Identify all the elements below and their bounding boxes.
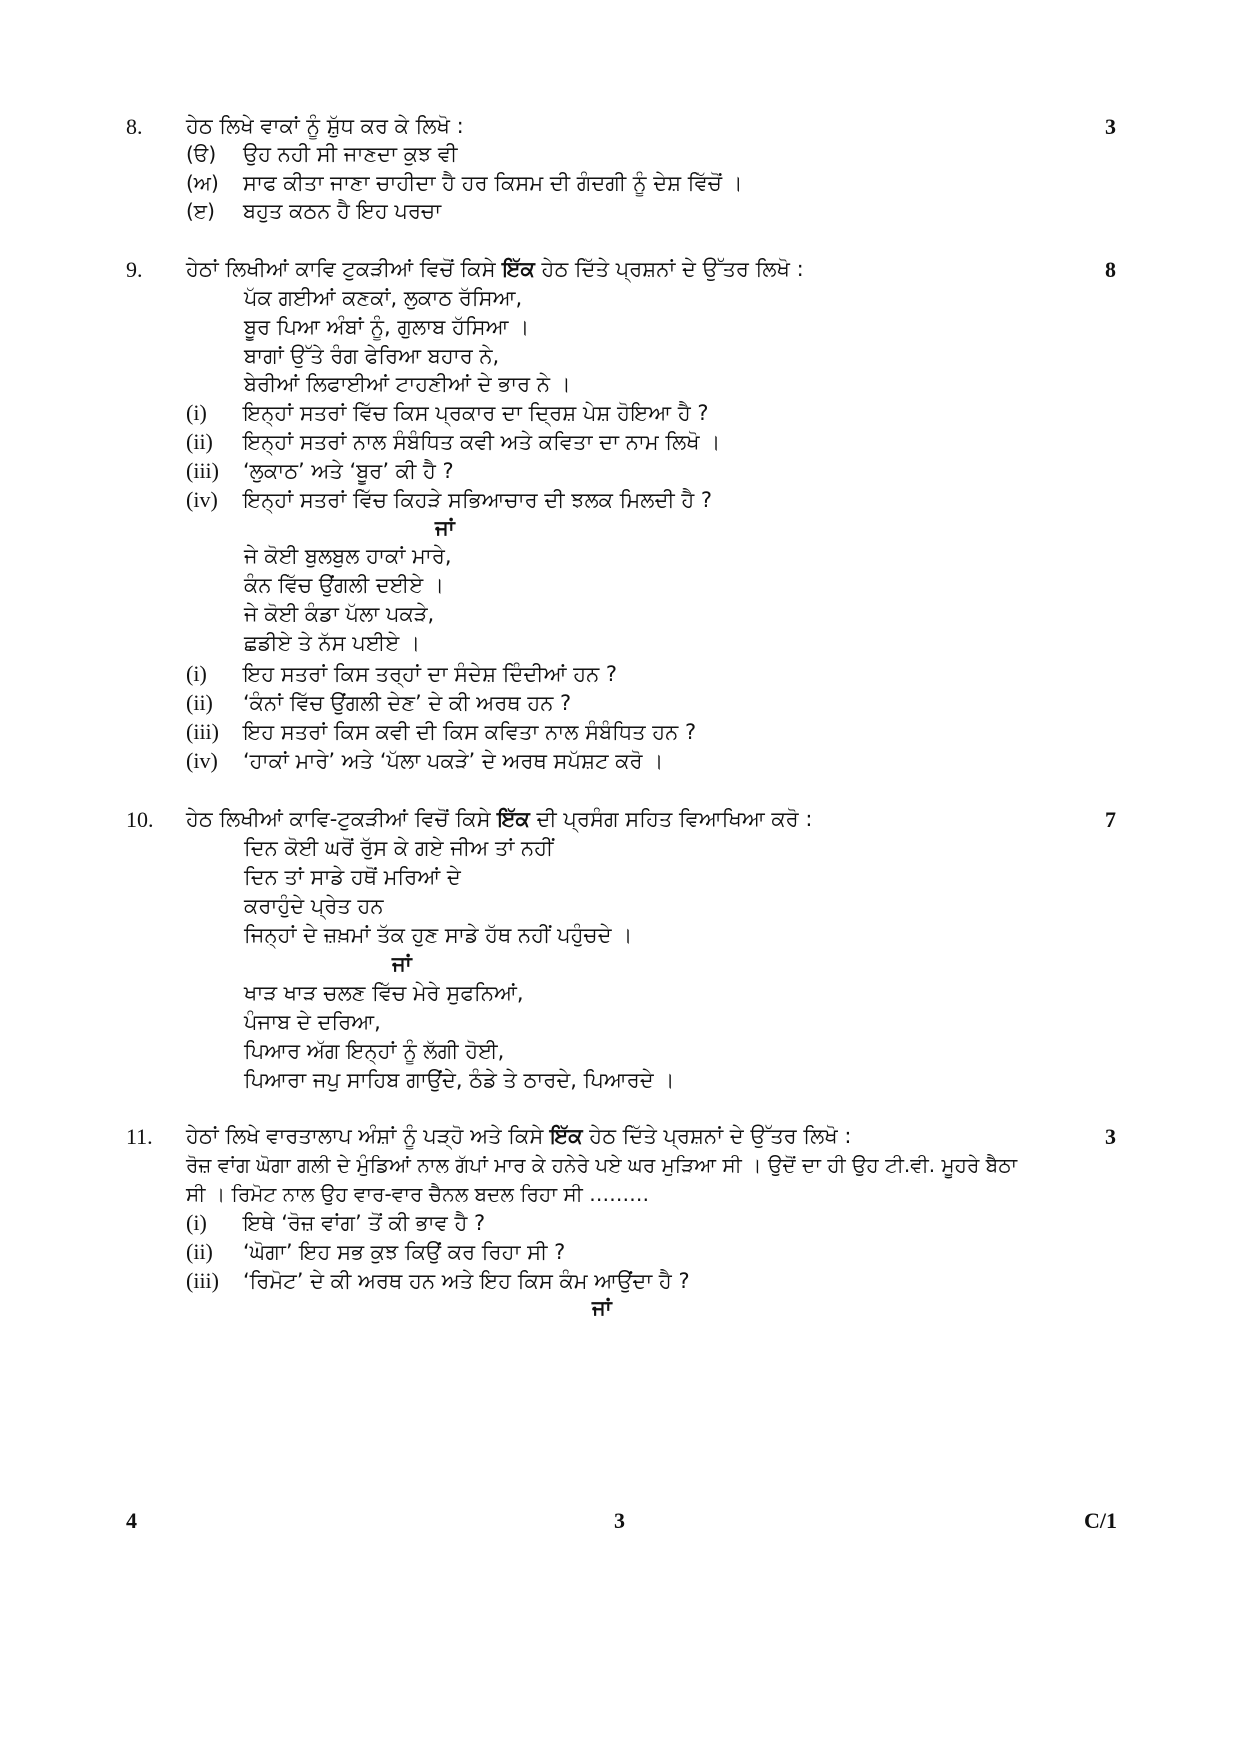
question-number: 9. <box>126 257 143 282</box>
verse-line: ਛਡੀਏ ਤੇ ਨੱਸ ਪਈਏ । <box>244 631 421 655</box>
footer-set-code: C/1 <box>1084 1508 1117 1533</box>
question-text-part: ਹੇਠ ਦਿੱਤੇ ਪ੍ਰਸ਼ਨਾਂ ਦੇ ਉੱਤਰ ਲਿਖੋ : <box>534 257 804 281</box>
sub-question-text: ‘ਲੁਕਾਠ’ ਅਤੇ ‘ਬੂਰ’ ਕੀ ਹੈ ? <box>243 459 454 483</box>
sub-question-label: (iii) <box>186 1268 219 1293</box>
or-separator: ਜਾਂ <box>592 1296 612 1320</box>
question-text: ਹੇਠ ਲਿਖੇ ਵਾਕਾਂ ਨੂੰ ਸ਼ੁੱਧ ਕਰ ਕੇ ਲਿਖੋ : <box>186 114 464 138</box>
sub-question-text: ਇਹ ਸਤਰਾਂ ਕਿਸ ਤਰ੍ਹਾਂ ਦਾ ਸੰਦੇਸ਼ ਦਿੰਦੀਆਂ ਹਨ ? <box>243 662 618 686</box>
verse-line: ਪਿਆਰ ਅੱਗ ਇਨ੍ਹਾਂ ਨੂੰ ਲੱਗੀ ਹੋਈ, <box>244 1039 505 1063</box>
question-number: 10. <box>126 807 154 832</box>
sub-question-label: (i) <box>186 661 207 686</box>
sub-question-text: ਇਨ੍ਹਾਂ ਸਤਰਾਂ ਵਿੱਚ ਕਿਸ ਪ੍ਰਕਾਰ ਦਾ ਦ੍ਰਿਸ਼ ਪੇਸ਼ ਹੋਇਆ ਹੈ ? <box>243 401 709 425</box>
sub-question-text: ‘ਘੋਗਾ’ ਇਹ ਸਭ ਕੁਝ ਕਿਉਂ ਕਰ ਰਿਹਾ ਸੀ ? <box>243 1240 566 1264</box>
footer-page-number: 3 <box>614 1508 625 1533</box>
question-text-emphasis: ਇੱਕ <box>550 1124 583 1148</box>
sub-question-label: (ii) <box>186 1239 213 1264</box>
verse-line: ਬਾਗਾਂ ਉੱਤੇ ਰੰਗ ਫੇਰਿਆ ਬਹਾਰ ਨੇ, <box>244 344 500 368</box>
verse-line: ਬੇਰੀਆਂ ਲਿਫਾਈਆਂ ਟਾਹਣੀਆਂ ਦੇ ਭਾਰ ਨੇ । <box>244 372 571 396</box>
sub-question-text: ਇਹ ਸਤਰਾਂ ਕਿਸ ਕਵੀ ਦੀ ਕਿਸ ਕਵਿਤਾ ਨਾਲ ਸੰਬੰਧਿਤ ਹਨ ? <box>243 720 697 744</box>
question-number: 8. <box>126 114 143 139</box>
question-text-part: ਹੇਠਾਂ ਲਿਖੇ ਵਾਰਤਾਲਾਪ ਅੰਸ਼ਾਂ ਨੂੰ ਪੜ੍ਹੋ ਅਤੇ ਕਿਸੇ <box>186 1124 551 1148</box>
verse-line: ਜੇ ਕੋਈ ਬੁਲਬੁਲ ਹਾਕਾਂ ਮਾਰੇ, <box>244 544 452 568</box>
part-text: ਸਾਫ ਕੀਤਾ ਜਾਣਾ ਚਾਹੀਦਾ ਹੈ ਹਰ ਕਿਸਮ ਦੀ ਗੰਦਗੀ ਨੂੰ ਦੇਸ਼ ਵਿੱਚੋਂ । <box>243 171 743 195</box>
sub-question-text: ਇਨ੍ਹਾਂ ਸਤਰਾਂ ਵਿੱਚ ਕਿਹੜੇ ਸਭਿਆਚਾਰ ਦੀ ਝਲਕ ਮਿਲਦੀ ਹੈ ? <box>243 488 713 512</box>
question-text <box>186 1124 1066 1149</box>
sub-question-text: ‘ਹਾਕਾਂ ਮਾਰੇ’ ਅਤੇ ‘ਪੱਲਾ ਪਕੜੇ’ ਦੇ ਅਰਥ ਸਪੱਸ਼ਟ ਕਰੋ । <box>243 749 664 773</box>
sub-question-text: ‘ਕੰਨਾਂ ਵਿੱਚ ਉਂਗਲੀ ਦੇਣ’ ਦੇ ਕੀ ਅਰਥ ਹਨ ? <box>243 691 572 715</box>
verse-line: ਕਰਾਹੁੰਦੇ ਪ੍ਰੇਤ ਹਨ <box>244 894 384 918</box>
part-label: (ੲ) <box>186 199 215 223</box>
verse-line: ਜਿਨ੍ਹਾਂ ਦੇ ਜ਼ਖ਼ਮਾਂ ਤੱਕ ਹੁਣ ਸਾਡੇ ਹੱਥ ਨਹੀਂ ਪਹੁੰਚਦੇ । <box>244 923 633 947</box>
question-text-emphasis: ਇੱਕ <box>502 257 535 281</box>
question-text-emphasis: ਇੱਕ <box>497 807 530 831</box>
verse-line: ਬੂਰ ਪਿਆ ਅੰਬਾਂ ਨੂੰ, ਗੁਲਾਬ ਹੱਸਿਆ । <box>244 315 530 339</box>
sub-question-label: (iii) <box>186 719 219 744</box>
question-marks: 3 <box>1105 114 1116 139</box>
sub-question-text: ‘ਰਿਮੋਟ’ ਦੇ ਕੀ ਅਰਥ ਹਨ ਅਤੇ ਇਹ ਕਿਸ ਕੰਮ ਆਉਂਦਾ ਹੈ ? <box>243 1269 690 1293</box>
sub-question-label: (i) <box>186 400 207 425</box>
verse-line: ਜੇ ਕੋਈ ਕੰਡਾ ਪੱਲਾ ਪਕੜੇ, <box>244 602 435 626</box>
or-separator: ਜਾਂ <box>435 516 455 540</box>
verse-line: ਪੰਜਾਬ ਦੇ ਦਰਿਆ, <box>244 1010 381 1034</box>
passage-line: ਰੋਜ਼ ਵਾਂਗ ਘੋਗਾ ਗਲੀ ਦੇ ਮੁੰਡਿਆਂ ਨਾਲ ਗੱਪਾਂ ਮਾਰ ਕੇ ਹਨੇਰੇ ਪਏ ਘਰ ਮੁੜਿਆ ਸੀ । ਉਦੋਂ ਦਾ ਹੀ ਉਹ ਟੀ.ਵੀ. ਮੂਹਰੇ ਬੈਠਾ <box>186 1153 1018 1177</box>
question-number: 11. <box>126 1124 153 1149</box>
part-text: ਬਹੁਤ ਕਠਨ ਹੈ ਇਹ ਪਰਚਾ <box>243 199 442 223</box>
question-text <box>186 807 1066 832</box>
verse-line: ਦਿਨ ਕੋਈ ਘਰੋਂ ਰੁੱਸ ਕੇ ਗਏ ਜੀਅ ਤਾਂ ਨਹੀਂ <box>244 836 554 860</box>
question-text-part: ਹੇਠਾਂ ਲਿਖੀਆਂ ਕਾਵਿ ਟੁਕੜੀਆਂ ਵਿਚੋਂ ਕਿਸੇ <box>186 257 503 281</box>
question-text-part: ਹੇਠ ਲਿਖੀਆਂ ਕਾਵਿ-ਟੁਕੜੀਆਂ ਵਿਚੋਂ ਕਿਸੇ <box>186 807 498 831</box>
question-marks: 7 <box>1105 807 1116 832</box>
sub-question-label: (iv) <box>186 487 218 512</box>
sub-question-label: (iii) <box>186 458 219 483</box>
verse-line: ਦਿਨ ਤਾਂ ਸਾਡੇ ਹਥੋਂ ਮਰਿਆਂ ਦੇ <box>244 865 461 889</box>
question-text-part: ਦੀ ਪ੍ਰਸੰਗ ਸਹਿਤ ਵਿਆਖਿਆ ਕਰੋ : <box>529 807 813 831</box>
part-text: ਉਹ ਨਹੀ ਸੀ ਜਾਣਦਾ ਕੁਝ ਵੀ <box>243 142 458 166</box>
verse-line: ਕੰਨ ਵਿੱਚ ਉਂਗਲੀ ਦਈਏ । <box>244 573 445 597</box>
footer-page-count: 4 <box>126 1508 137 1533</box>
question-marks: 8 <box>1105 257 1116 282</box>
part-label: (ੳ) <box>186 142 217 166</box>
or-separator: ਜਾਂ <box>392 952 412 976</box>
question-marks: 3 <box>1105 1124 1116 1149</box>
verse-line: ਖਾੜ ਖਾੜ ਚਲਣ ਵਿੱਚ ਮੇਰੇ ਸੁਫਨਿਆਂ, <box>244 981 524 1005</box>
part-label: (ਅ) <box>186 171 219 195</box>
verse-line: ਪੱਕ ਗਈਆਂ ਕਣਕਾਂ, ਲੁਕਾਠ ਰੱਸਿਆ, <box>244 286 523 310</box>
verse-line: ਪਿਆਰਾ ਜਪੁ ਸਾਹਿਬ ਗਾਉਂਦੇ, ਠੰਡੇ ਤੇ ਠਾਰਦੇ, ਪਿਆਰਦੇ । <box>244 1068 675 1092</box>
sub-question-label: (ii) <box>186 429 213 454</box>
sub-question-text: ਇਨ੍ਹਾਂ ਸਤਰਾਂ ਨਾਲ ਸੰਬੰਧਿਤ ਕਵੀ ਅਤੇ ਕਵਿਤਾ ਦਾ ਨਾਮ ਲਿਖੋ । <box>243 430 721 454</box>
sub-question-text: ਇਥੇ ‘ਰੋਜ਼ ਵਾਂਗ’ ਤੋਂ ਕੀ ਭਾਵ ਹੈ ? <box>243 1211 486 1235</box>
question-text <box>186 257 1066 282</box>
sub-question-label: (i) <box>186 1210 207 1235</box>
question-text-part: ਹੇਠ ਦਿੱਤੇ ਪ੍ਰਸ਼ਨਾਂ ਦੇ ਉੱਤਰ ਲਿਖੋ : <box>582 1124 852 1148</box>
sub-question-label: (ii) <box>186 690 213 715</box>
sub-question-label: (iv) <box>186 748 218 773</box>
passage-line: ਸੀ । ਰਿਮੋਟ ਨਾਲ ਉਹ ਵਾਰ-ਵਾਰ ਚੈਨਲ ਬਦਲ ਰਿਹਾ ਸੀ ……… <box>186 1182 650 1206</box>
